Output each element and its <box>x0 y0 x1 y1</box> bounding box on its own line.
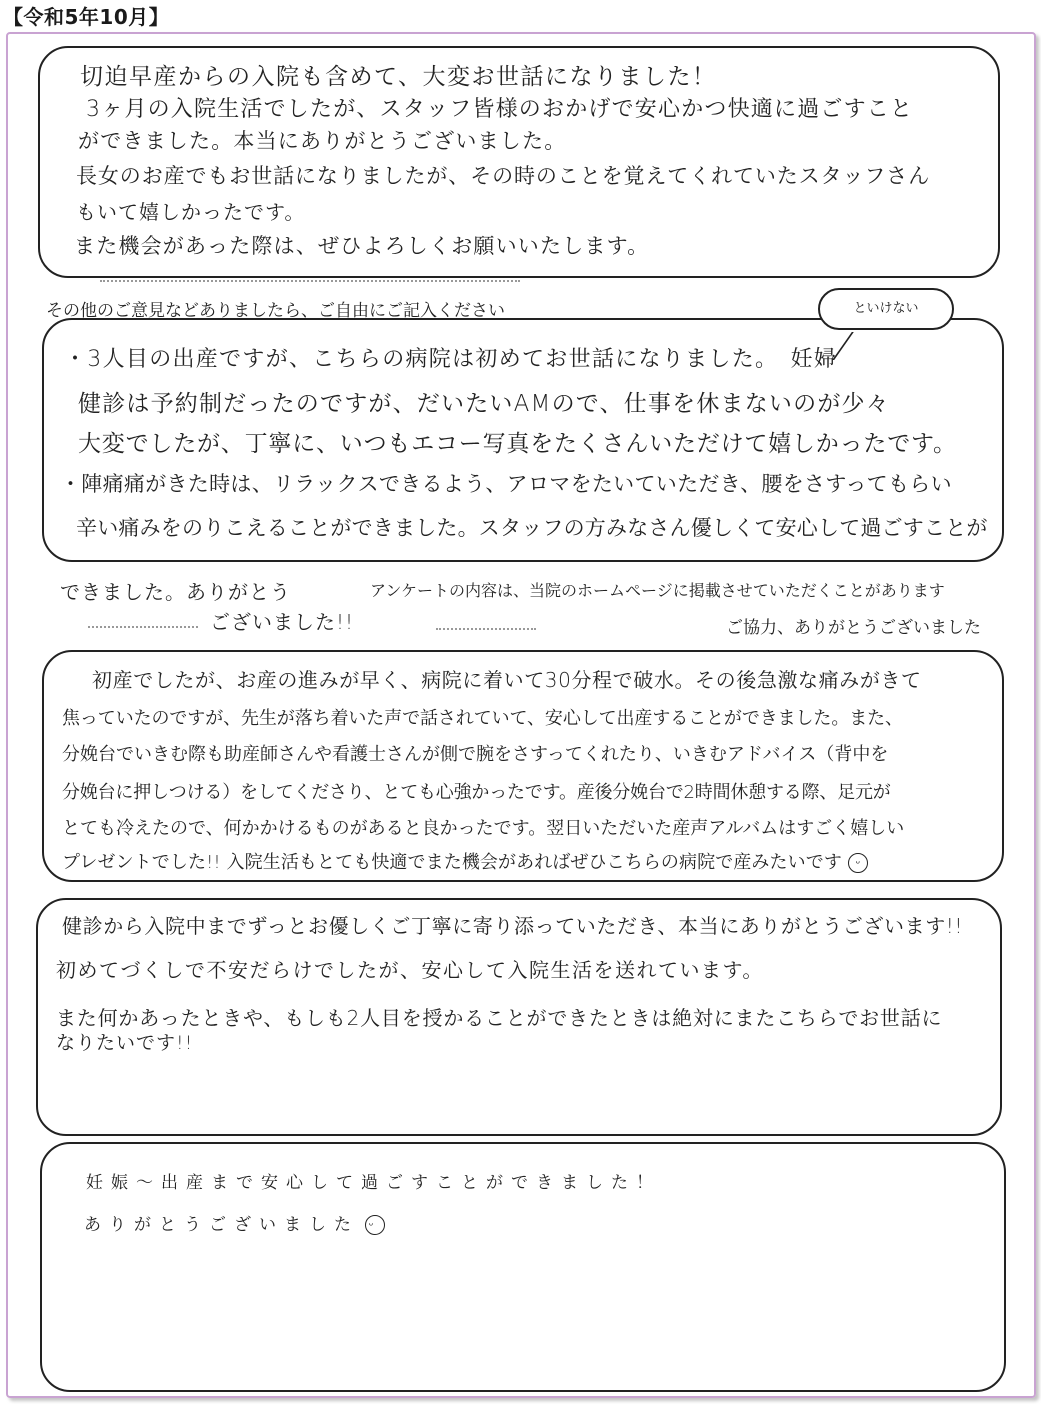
comment-3-line-4: 分娩台に押しつける）をしてくださり、とても心強かったです。産後分娩台で2時間休憩する際、足元が <box>62 782 891 803</box>
comment-4-line-2: 初めてづくしで不安だらけでしたが、安心して入院生活を送れています。 <box>56 958 764 982</box>
faint-scribble-2 <box>88 626 198 632</box>
annotation-bubble: といけない <box>818 288 954 330</box>
smiley-face-icon-2: ᵕ <box>365 1215 385 1235</box>
comment-1-line-1: 切迫早産からの入院も含めて、大変お世話になりました！ <box>80 64 717 90</box>
comment-2-continued-1: できました。ありがとう <box>60 580 291 604</box>
survey-thanks: ご協力、ありがとうございました <box>726 618 981 638</box>
comment-5-line-1: 妊娠〜出産まで安心して過ごすことができました！ <box>86 1173 661 1193</box>
page-heading: 【令和5年10月】 <box>3 5 170 29</box>
comment-4-line-4: なりたいです!! <box>56 1032 194 1054</box>
comment-3-line-5: とても冷えたので、何かかけるものがあると良かったです。翌日いただいた産声アルバムはすごく嬉しい <box>62 818 905 839</box>
faint-scribble-3 <box>436 628 536 634</box>
comment-2-line-2: 健診は予約制だったのですが、だいたいAMので、仕事を休まないのが少々 <box>78 391 890 417</box>
comment-4-line-3: また何かあったときや、もしも2人目を授かることができたときは絶対にまたこちらでお世話に <box>56 1006 943 1030</box>
comment-2-continued-2: ございました!! <box>210 610 355 634</box>
comment-4-line-1: 健診から入院中までずっとお優しくご丁寧に寄り添っていただき、本当にありがとうございます!! <box>62 914 964 938</box>
faint-scribble-1 <box>100 280 520 286</box>
other-opinions-prompt: その他のご意見などありましたら、ご自由にご記入ください <box>46 301 505 321</box>
smiley-face-icon: ᵕ <box>848 853 868 873</box>
homepage-notice: アンケートの内容は、当院のホームページに掲載させていただくことがあります <box>370 581 945 600</box>
comment-5-line-2 <box>84 1210 385 1235</box>
comment-3-line-1: 初産でしたが、お産の進みが早く、病院に着いて30分程で破水。その後急激な痛みがきて <box>92 668 922 692</box>
comment-1-line-6: また機会があった際は、ぜひよろしくお願いいたします。 <box>74 234 650 258</box>
comment-5-line-2-text: ありがとうございました <box>84 1215 359 1235</box>
comment-1-line-5: もいて嬉しかったです。 <box>76 200 306 224</box>
comment-1-line-2: 3ヶ月の入院生活でしたが、スタッフ皆様のおかげで安心かつ快適に過ごすこと <box>86 97 914 122</box>
comment-1-line-3: ができました。本当にありがとうございました。 <box>78 129 567 153</box>
comment-2-line-1: ・3人目の出産ですが、こちらの病院は初めてお世話になりました。 妊婦 <box>64 347 838 372</box>
comment-1-line-4: 長女のお産でもお世話になりましたが、その時のことを覚えてくれていたスタッフさん <box>76 164 931 188</box>
comment-2-line-5: 辛い痛みをのりこえることができました。スタッフの方みなさん優しくて安心して過ごすことが <box>76 516 988 540</box>
comment-3-line-3: 分娩台でいきむ際も助産師さんや看護士さんが側で腕をさすってくれたり、いきむアドバイス（背中を <box>62 744 889 765</box>
comment-3-line-2: 焦っていたのですが、先生が落ち着いた声で話されていて、安心して出産することができました。また、 <box>62 708 903 729</box>
comment-2-line-3: 大変でしたが、丁寧に、いつもエコー写真をたくさんいただけて嬉しかったです。 <box>78 431 957 457</box>
comment-3-line-6-text: プレゼントでした!! 入院生活もとても快適でまた機会があればぜひこちらの病院で産みたいです <box>62 852 842 873</box>
comment-2-line-4: ・陣痛痛がきた時は、リラックスできるよう、アロマをたいていただき、腰をさすってもらい <box>60 472 952 496</box>
comment-3-line-6 <box>62 848 868 874</box>
